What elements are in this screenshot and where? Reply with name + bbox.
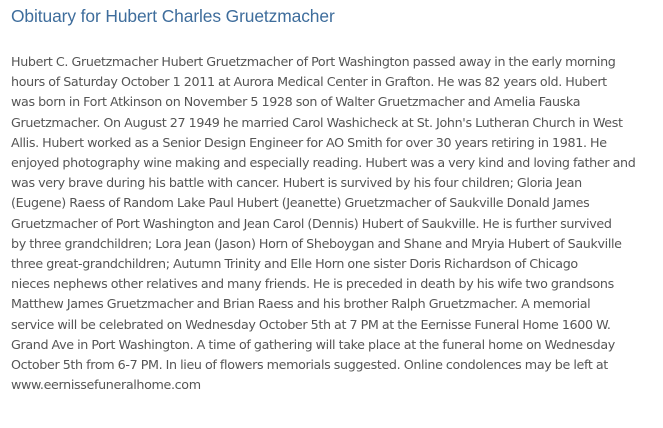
obituary-line: Matthew James Gruetzmacher and Brian Raess and his brother Ralph Gruetzmacher. A memorial — [11, 296, 591, 312]
obituary-line: hours of Saturday October 1 2011 at Aurora Medical Center in Grafton. He was 82 years old. Hubert — [11, 74, 607, 90]
obituary-line: nieces nephews other relatives and many friends. He is preceded in death by his wife two grandsons — [11, 276, 614, 292]
funeral-home-website-link[interactable]: www.eernissefuneralhome.com — [11, 377, 201, 393]
obituary-line: enjoyed photography wine making and especially reading. Hubert was a very kind and loving father and — [11, 155, 636, 171]
obituary-line: Grand Ave in Port Washington. A time of gathering will take place at the funeral home on Wednesday — [11, 336, 615, 352]
obituary-line: three great-grandchildren; Autumn Trinity and Elle Horn one sister Doris Richardson of Chicago — [11, 256, 578, 272]
obituary-line: Allis. Hubert worked as a Senior Design Engineer for AO Smith for over 30 years retiring in 1981. He — [11, 134, 607, 150]
obituary-line: by three grandchildren; Lora Jean (Jason) Horn of Sheboygan and Shane and Mryia Hubert of Saukville — [11, 235, 622, 251]
obituary-line: October 5th from 6-7 PM. In lieu of flowers memorials suggested. Online condolences may be left at — [11, 357, 608, 373]
obituary-body — [11, 52, 653, 395]
obituary-line: (Eugene) Raess of Random Lake Paul Hubert (Jeanette) Gruetzmacher of Saukville Donald James — [11, 195, 590, 211]
obituary-line: Gruetzmacher of Port Washington and Jean Carol (Dennis) Hubert of Saukville. He is further survived — [11, 215, 612, 231]
page-title: Obituary for Hubert Charles Gruetzmacher — [11, 6, 335, 26]
obituary-line: was born in Fort Atkinson on November 5 1928 son of Walter Gruetzmacher and Amelia Fauska — [11, 94, 581, 110]
obituary-line: Gruetzmacher. On August 27 1949 he married Carol Washicheck at St. John's Lutheran Church in West — [11, 114, 623, 130]
obituary-line: Hubert C. Gruetzmacher Hubert Gruetzmacher of Port Washington passed away in the early morning — [11, 54, 616, 69]
obituary-line: was very brave during his battle with cancer. Hubert is survived by his four children; Gloria Jean — [11, 175, 582, 191]
obituary-line: service will be celebrated on Wednesday October 5th at 7 PM at the Eernisse Funeral Home 1600 W. — [11, 316, 611, 332]
